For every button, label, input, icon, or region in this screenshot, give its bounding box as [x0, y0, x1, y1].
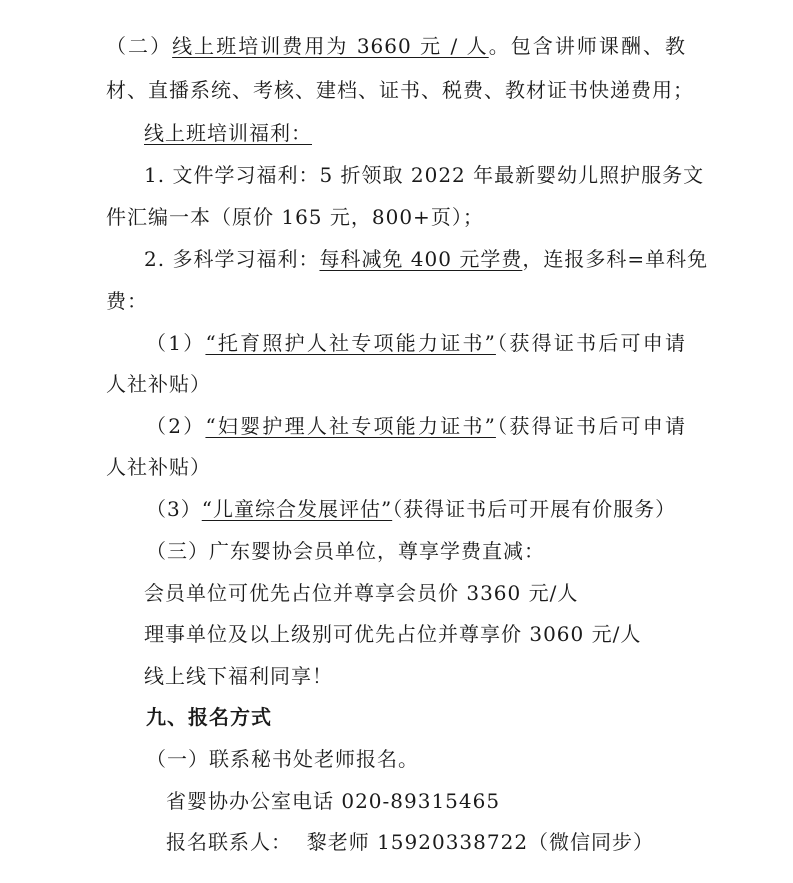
cert-2-note: （获得证书后可申请	[495, 414, 687, 438]
benefit-1-line1: 1. 文件学习福利：5 折领取 2022 年最新婴幼儿照护服务文	[144, 163, 705, 187]
cert-3-name: “儿童综合发展评估”	[201, 497, 393, 521]
office-phone: 省婴协办公室电话 020-89315465	[166, 789, 501, 813]
fee-prefix: （二）	[106, 34, 173, 58]
benefit-2-rest: ，连报多科=单科免	[522, 247, 709, 271]
fee-paragraph-line1	[106, 32, 686, 60]
cert-3-number: （3）	[146, 497, 202, 521]
cert-1-line2: 人社补贴）	[106, 372, 211, 396]
signup-contact: 报名联系人： 黎老师 15920338722（微信同步）	[166, 830, 655, 854]
cert-1-number: （1）	[146, 331, 206, 355]
benefits-title-text: 线上班培训福利：	[144, 121, 312, 145]
cert-2-line1	[146, 412, 686, 440]
benefit-1-line2: 件汇编一本（原价 165 元，800+页）；	[106, 205, 484, 229]
benefit-2-line1	[144, 245, 709, 273]
members-line-2: 理事单位及以上级别可优先占位并尊享价 3060 元/人	[144, 622, 642, 646]
benefit-2-line2: 费：	[106, 289, 148, 313]
fee-amount-underlined: 线上班培训费用为 3660 元 / 人	[172, 34, 489, 58]
signup-heading: 九、报名方式	[146, 705, 272, 729]
benefits-title	[144, 119, 312, 147]
fee-paragraph-line2: 材、直播系统、考核、建档、证书、税费、教材证书快递费用；	[106, 78, 694, 102]
cert-1-line1	[146, 329, 686, 357]
signup-step-1: （一）联系秘书处老师报名。	[146, 747, 419, 771]
cert-3-note: （获得证书后可开展有价服务）	[392, 497, 677, 521]
cert-3-line	[146, 495, 676, 523]
benefit-2-prefix: 2. 多科学习福利：	[144, 247, 320, 271]
benefit-2-discount: 每科减免 400 元学费	[319, 247, 523, 271]
members-line-3: 线上线下福利同享！	[144, 664, 333, 688]
cert-2-line2: 人社补贴）	[106, 455, 211, 479]
cert-2-number: （2）	[146, 414, 206, 438]
fee-includes: 。包含讲师课酬、教	[488, 34, 687, 58]
cert-2-name: “妇婴护理人社专项能力证书”	[205, 414, 496, 438]
members-title: （三）广东婴协会员单位，尊享学费直减：	[146, 539, 545, 563]
members-line-1: 会员单位可优先占位并尊享会员价 3360 元/人	[144, 581, 579, 605]
cert-1-name: “托育照护人社专项能力证书”	[205, 331, 496, 355]
cert-1-note: （获得证书后可申请	[495, 331, 687, 355]
